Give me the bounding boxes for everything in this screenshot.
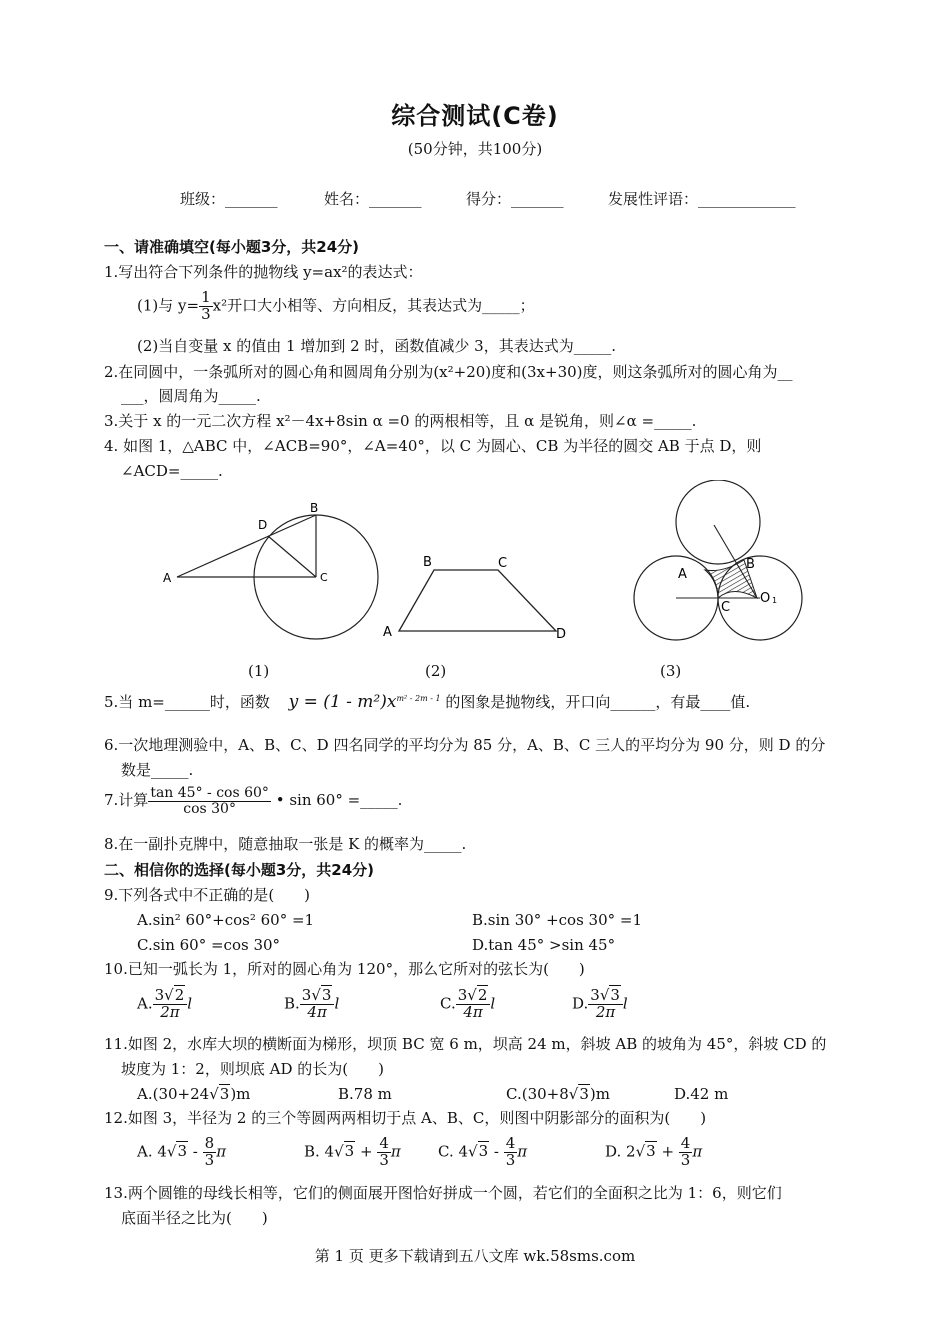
fig2-label-a: A	[383, 625, 392, 640]
q12-option-d: D. 2√3 + $\frac{4}{3}$ π	[605, 1134, 703, 1169]
q11-option-b: B.78 m	[338, 1085, 392, 1103]
question-6-line-2: 数是_____.	[121, 761, 194, 779]
question-2-line-1: 2.在同圆中，一条弧所对的圆心角和圆周角分别为(x²+20)度和(3x+30)度，则这条弧所对的圆心角为__	[104, 363, 793, 381]
question-9: 9.下列各式中不正确的是( )	[104, 886, 311, 904]
question-12: 12.如图 3，半径为 2 的三个等圆两两相切于点 A、B、C，则图中阴影部分的面积为( )	[104, 1109, 707, 1127]
q9-option-b: B.sin 30° +cos 30° =1	[472, 911, 643, 929]
fig1-label-c: C	[320, 571, 328, 584]
page-subtitle: (50分钟，共100分)	[407, 140, 543, 158]
question-1-part-1: (1)与 y= $\frac{1}{3}$ x²开口大小相等、方向相反，其表达式为_____；	[137, 288, 535, 323]
figure-3	[625, 480, 805, 645]
fig2-label-b: B	[423, 555, 432, 570]
section-1-title: 一、请准确填空(每小题3分，共24分)	[104, 238, 360, 256]
page-title: 综合测试(C卷)	[391, 102, 559, 130]
question-10: 10.已知一弧长为 1，所对的圆心角为 120°，那么它所对的弦长为( )	[104, 960, 585, 978]
question-5: 5.当 m=______时，函数 $y = (1 - m^2)x^{m^2 - 2m - 1}$ 的图象是抛物线，开口向______，有最____值.	[104, 692, 751, 712]
fig1-label-b: B	[310, 501, 319, 515]
fig3-label-o-sub: 1	[772, 596, 778, 605]
question-3: 3.关于 x 的一元二次方程 x²－4x+8sin α =0 的两根相等，且 α 是锐角，则∠α =_____.	[104, 412, 697, 430]
q12-option-a: A. 4√3 - $\frac{8}{3}$ π	[137, 1134, 227, 1169]
q9-option-a: A.sin² 60°+cos² 60° =1	[137, 911, 315, 929]
fig1-label-a: A	[163, 571, 172, 585]
q5-exponent: m² - 2m - 1	[396, 694, 441, 703]
question-11-line-2: 坡度为 1：2，则坝底 AD 的长为( )	[121, 1060, 384, 1078]
figure-1-caption: (1)	[248, 662, 270, 680]
name-field: 姓名：_______	[324, 190, 422, 208]
q12-option-c: C. 4√3 - $\frac{4}{3}$ π	[438, 1134, 528, 1169]
fig2-trapezoid	[399, 570, 556, 631]
fig3-label-c: C	[721, 600, 731, 615]
section-2-title: 二、相信你的选择(每小题3分，共24分)	[104, 861, 375, 879]
q11-option-a: A.(30+24√3)m	[137, 1085, 251, 1103]
fig2-label-c: C	[498, 556, 508, 571]
q10-option-c: C. $\frac{3√2}{4\pi}$ l	[440, 986, 496, 1021]
q10-option-b: B. $\frac{3√3}{4\pi}$ l	[284, 986, 340, 1021]
question-4-line-2: ∠ACD=_____.	[121, 462, 223, 480]
question-11-line-1: 11.如图 2，水库大坝的横断面为梯形，坝顶 BC 宽 6 m，坝高 24 m，斜坡 AB 的坡角为 45°，斜坡 CD 的	[104, 1035, 827, 1053]
figure-2	[380, 550, 570, 645]
page-footer: 第 1 页 更多下载请到五八文库 wk.58sms.com	[314, 1247, 636, 1265]
question-13-line-2: 底面半径之比为( )	[121, 1209, 268, 1227]
comment-field: 发展性评语：_____________	[608, 190, 796, 208]
question-1: 1.写出符合下列条件的抛物线 y=ax²的表达式：	[104, 263, 423, 281]
question-2-line-2: ___，圆周角为_____.	[121, 387, 261, 405]
question-13-line-1: 13.两个圆锥的母线长相等，它们的侧面展开图恰好拼成一个圆，若它们的全面积之比为 1：6，则它们	[104, 1184, 782, 1202]
q9-option-c: C.sin 60° =cos 30°	[137, 936, 281, 954]
question-8: 8.在一副扑克牌中，随意抽取一张是 K 的概率为_____.	[104, 835, 467, 853]
q9-option-d: D.tan 45° >sin 45°	[472, 936, 616, 954]
figure-2-caption: (2)	[425, 662, 447, 680]
question-7: 7.计算 $\frac{\tan 45^\circ - \cos 60^\circ}{\cos 30^\circ}$ • sin 60° =_____.	[104, 785, 403, 817]
question-4-line-1: 4. 如图 1，△ABC 中，∠ACB=90°，∠A=40°，以 C 为圆心、CB 为半径的圆交 AB 于点 D，则	[104, 437, 762, 455]
fig3-label-o: O	[760, 591, 771, 606]
fig1-line-cd	[268, 536, 316, 577]
fig1-line-ab	[177, 515, 316, 577]
figure-1	[155, 495, 390, 645]
fig3-circle-top	[676, 480, 760, 564]
fig2-label-d: D	[556, 627, 567, 642]
score-field: 得分：_______	[466, 190, 564, 208]
class-field: 班级：_______	[180, 190, 278, 208]
q10-option-d: D. $\frac{3√3}{2\pi}$ l	[572, 986, 628, 1021]
q11-option-c: C.(30+8√3)m	[506, 1085, 610, 1103]
fig3-label-b: B	[746, 557, 755, 572]
figure-3-caption: (3)	[660, 662, 682, 680]
fig3-label-a: A	[678, 567, 687, 582]
q12-option-b: B. 4√3 + $\frac{4}{3}$ π	[304, 1134, 401, 1169]
question-1-part-2: (2)当自变量 x 的值由 1 增加到 2 时，函数值减少 3，其表达式为_____.	[137, 337, 616, 355]
q11-option-d: D.42 m	[674, 1085, 729, 1103]
q5-formula: y = (1 - m²)x	[288, 692, 397, 712]
fig1-label-d: D	[258, 518, 268, 532]
question-6-line-1: 6.一次地理测验中，A、B、C、D 四名同学的平均分为 85 分，A、B、C 三人的平均分为 90 分，则 D 的分	[104, 736, 826, 754]
q10-option-a: A. $\frac{3√2}{2\pi}$ l	[137, 986, 193, 1021]
